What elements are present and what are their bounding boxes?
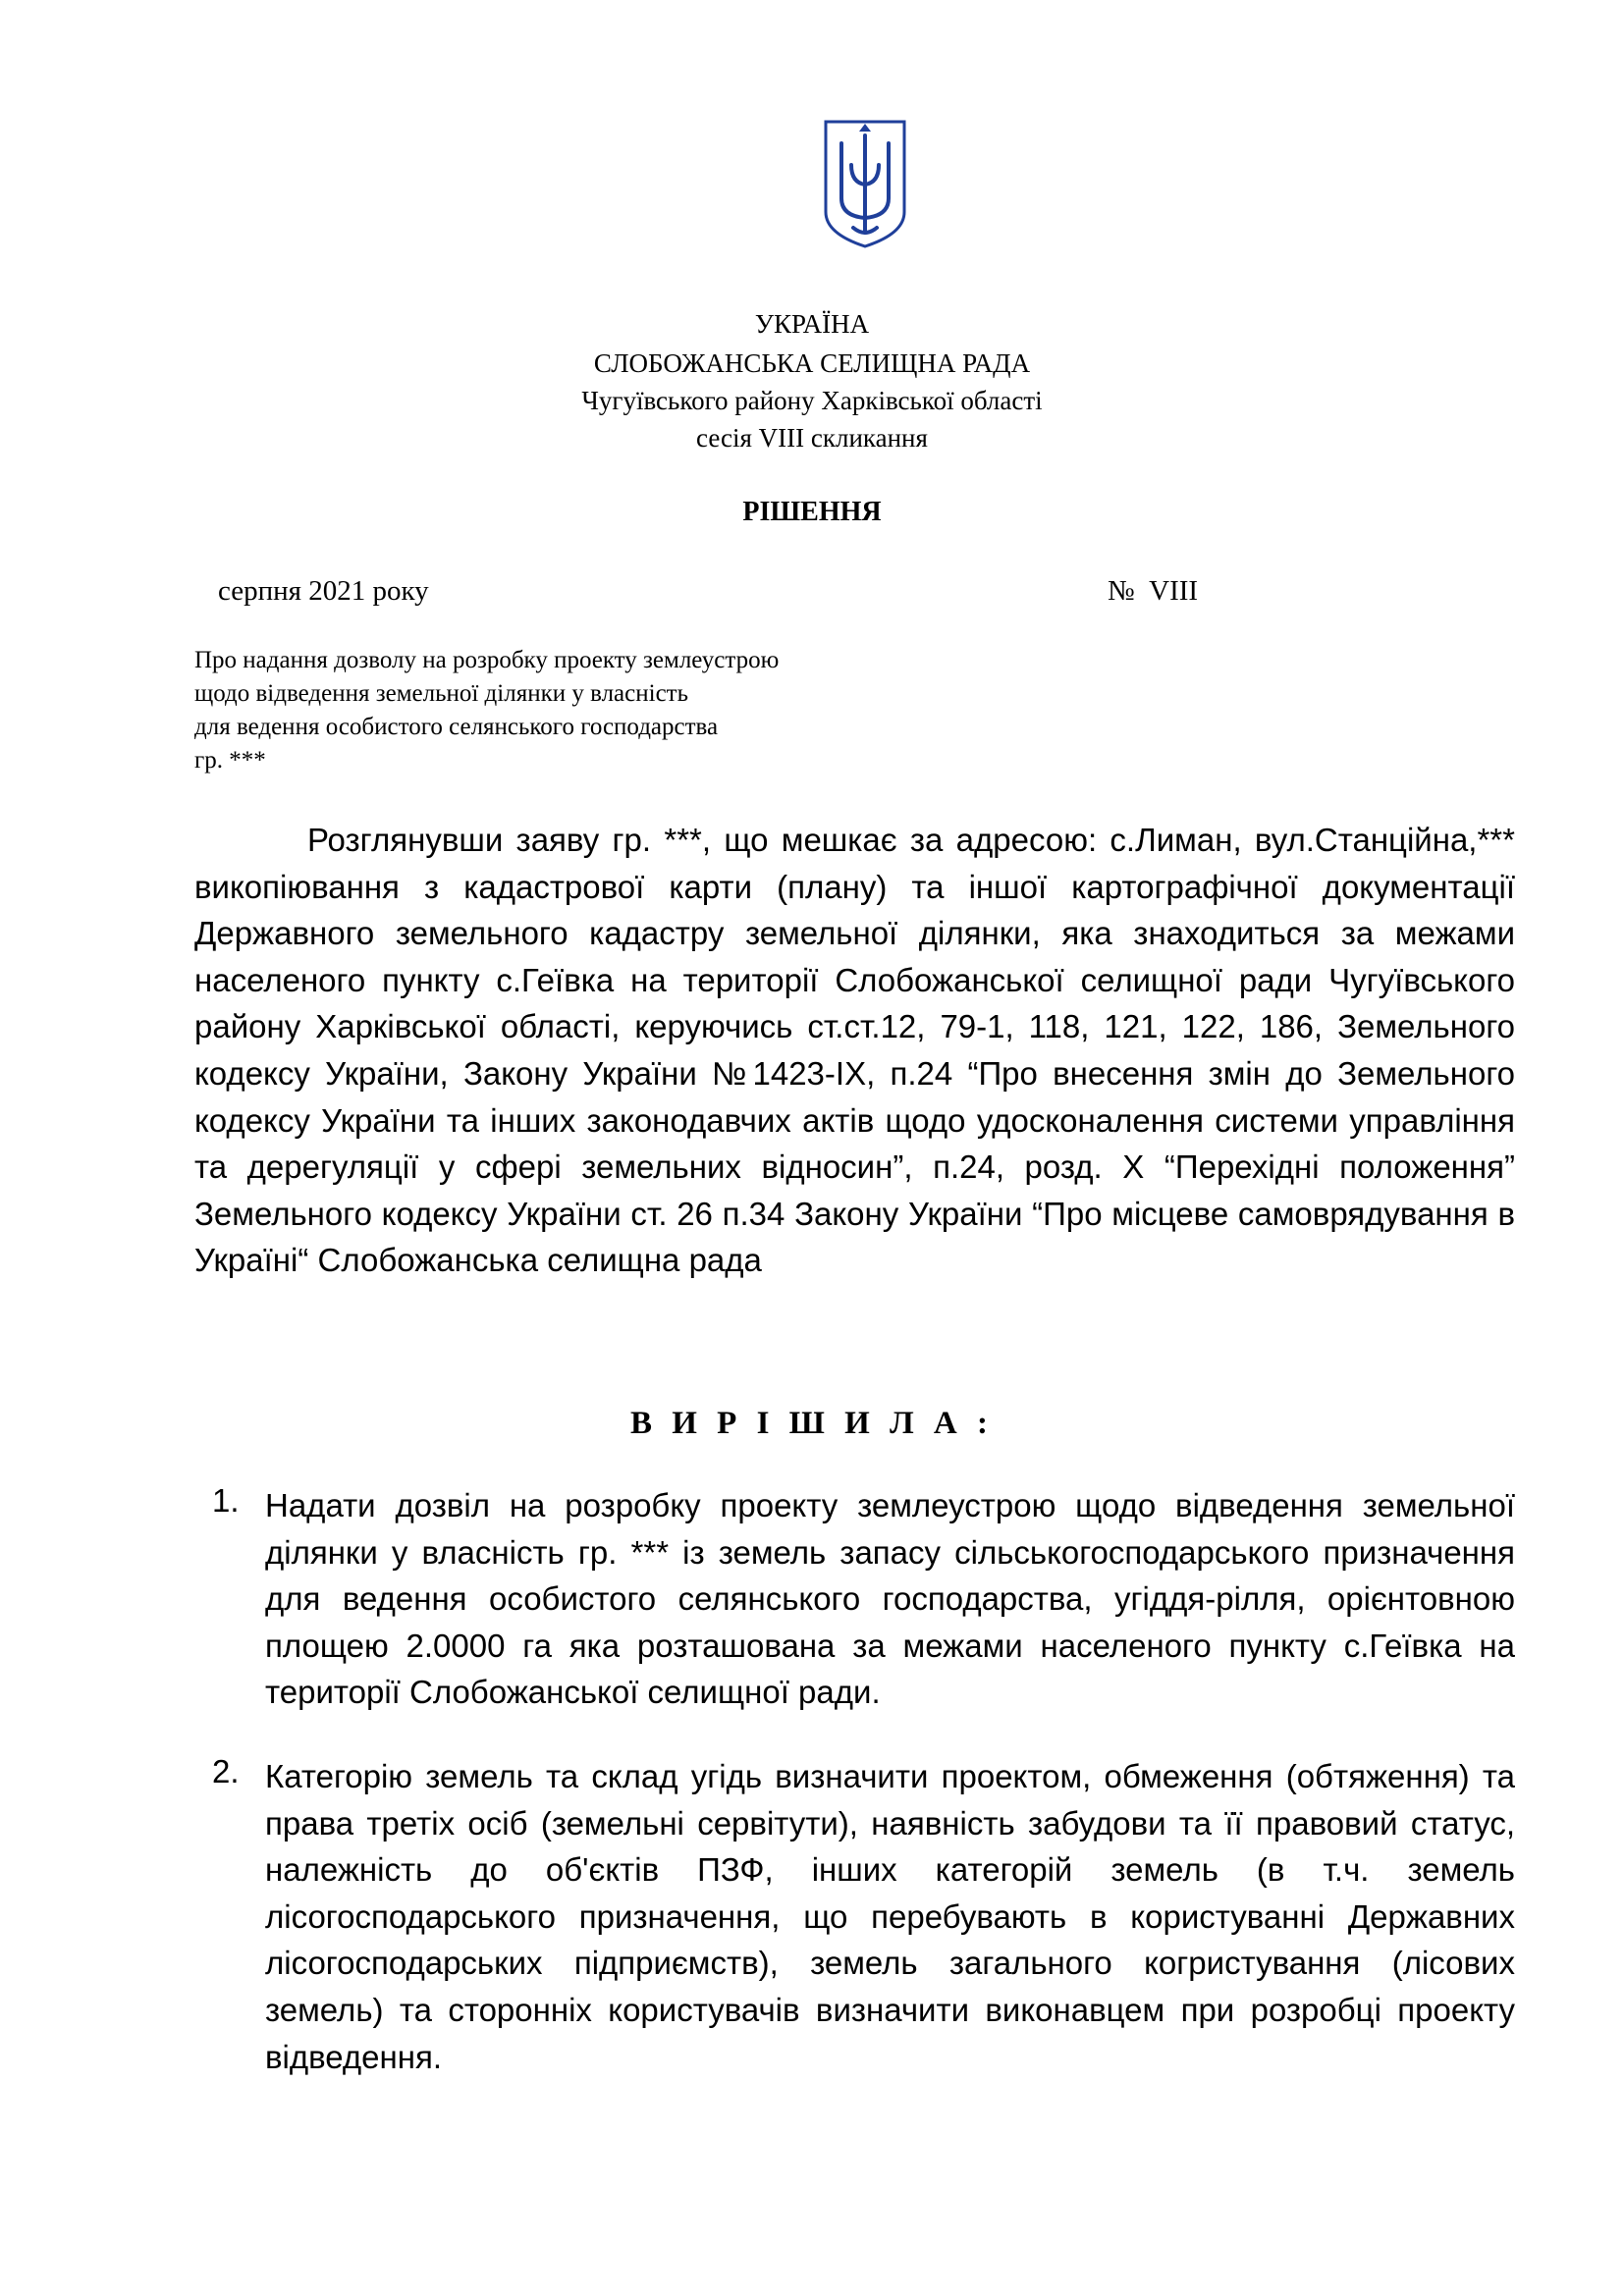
subject-line: для ведення особистого селянського господарства: [194, 714, 719, 740]
subject-line: Про надання дозволу на розробку проекту землеустрою: [194, 647, 780, 673]
number-sign: №: [1108, 575, 1135, 607]
trident-icon: [822, 118, 908, 250]
preamble-paragraph: [194, 817, 1515, 1284]
decision-number: [1108, 575, 1198, 608]
district-name: Чугуївського району Харківської області: [581, 386, 1043, 415]
subject-line: гр. ***: [194, 747, 266, 774]
decision-date: серпня 2021 року: [218, 575, 429, 607]
list-item: [212, 1753, 1515, 2080]
item-text: Категорію земель та склад угідь визначити проектом, обмеження (обтяження) та права третіх осіб (земельні сервітути), наявність забудови та її правовий статус, належність до об'єктів ПЗФ, інших категорій земель (в т.ч. земель лісогосподарського призначення, що перебувають в користуванні Державних лісогосподарських підприємств), земель загального когристування (лісових земель) та сторонніх користувачів визначити виконавцем при розробці проекту відведення.: [265, 1758, 1515, 2075]
preamble-text: Розглянувши заяву гр. ***, що мешкає за адресою: с.Лиман, вул.Станційна,*** викопіювання з кадастрової карти (плану) та іншої картографічної документації Державного земельного кадастру земельної ділянки, яка знаходиться за межами населеного пункту с.Геївка на території Слобожанської селищної ради Чугуївського району Харківської області, керуючись ст.ст.12, 79-1, 118, 121, 122, 186, Земельного кодексу України, Закону України №1423-IX, п.24 “Про внесення змін до Земельного кодексу України та інших законодавчих актів щодо удосконалення системи управління та дерегуляції у сфері земельних відносин”, п.24, розд. X “Перехідні положення” Земельного кодексу України ст. 26 п.34 Закону України “Про місцеве самоврядування в Україні“ Слобожанська селищна рада: [194, 822, 1515, 1279]
subject-line: щодо відведення земельної ділянки у власність: [194, 680, 688, 707]
decision-subject: [194, 644, 941, 777]
item-text: Надати дозвіл на розробку проекту землеустрою щодо відведення земельної ділянки у власність гр. *** із земель запасу сільськогосподарського призначення для ведення особистого селянського господарства, угіддя-рілля, орієнтовною площею 2.0000 га яка розташована за межами населеного пункту с.Геївка на території Слобожанської селищної ради.: [265, 1487, 1515, 1711]
item-number: 2.: [212, 1753, 240, 1789]
session-name: сесія VIII скликання: [696, 423, 928, 453]
decision-heading: В И Р І Ш И Л А :: [630, 1406, 994, 1441]
country-name: УКРАЇНА: [754, 309, 870, 339]
council-name: СЛОБОЖАНСЬКА СЕЛИЩНА РАДА: [593, 348, 1031, 378]
doc-title: РІШЕННЯ: [742, 497, 882, 527]
list-item: [212, 1482, 1515, 1716]
item-number: 1.: [212, 1482, 240, 1519]
number-value: VIII: [1149, 575, 1199, 607]
